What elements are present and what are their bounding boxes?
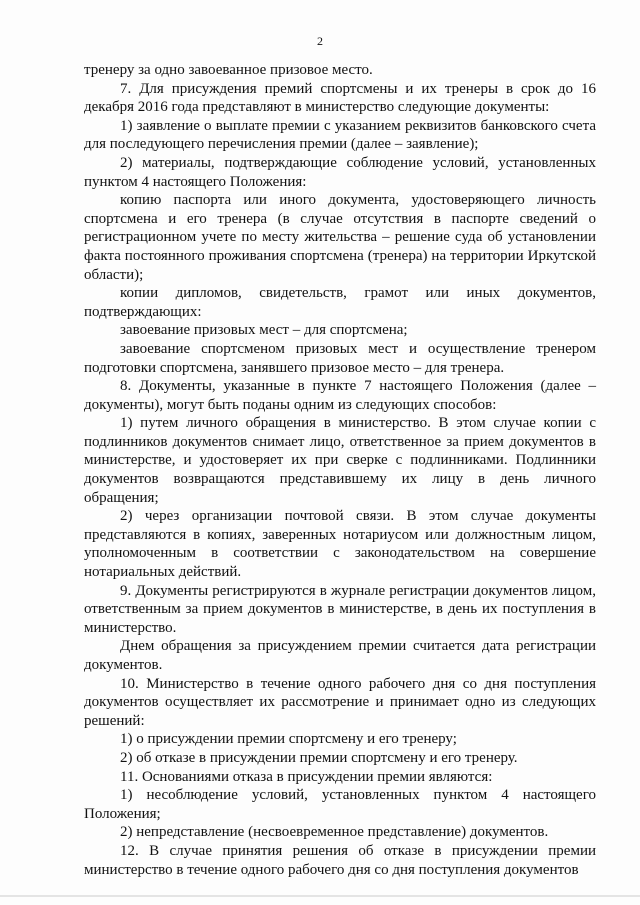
paragraph-item-7-2: 2) материалы, подтверждающие соблюдение условий, установленных пунктом 4 настоящего Положения: xyxy=(84,154,596,190)
paragraph-item-10: 10. Министерство в течение одного рабочего дня со дня поступления документов осуществляет их рассмотрение и принимает одно из следующих решений: xyxy=(84,675,596,729)
paragraph-item-7: 7. Для присуждения премий спортсмены и их тренеры в срок до 16 декабря 2016 года представляют в министерство следующие документы: xyxy=(84,80,596,116)
paragraph-item-8: 8. Документы, указанные в пункте 7 настоящего Положения (далее – документы), могут быть поданы одним из следующих способов: xyxy=(84,378,596,413)
paragraph-trainer-prizes: завоевание спортсменом призовых мест и осуществление тренером подготовки спортсмена, занявшего призовое место – для тренера. xyxy=(84,340,596,376)
paragraph-diploma-copies: копии дипломов, свидетельств, грамот или иных документов, подтверждающих: xyxy=(84,285,596,320)
page-bottom-edge xyxy=(0,895,640,897)
paragraph-item-10-2: 2) об отказе в присуждении премии спортсмену и его тренеру. xyxy=(120,749,518,766)
paragraph-item-11-2: 2) непредставление (несвоевременное представление) документов. xyxy=(120,824,549,841)
paragraph-item-11: 11. Основаниями отказа в присуждении премии являются: xyxy=(120,768,493,785)
paragraph-continuation: тренеру за одно завоеванное призовое место. xyxy=(84,62,373,78)
paragraph-athlete-prizes: завоевание призовых мест – для спортсмена; xyxy=(120,322,408,339)
paragraph-item-8-1: 1) путем личного обращения в министерство. В этом случае копии с подлинников документов снимает лицо, ответственное за прием документов в министерстве, и удостоверяет их при сверке с подлинниками. Подлинники документов возвращаются представившему их лицу в день личного обращения; xyxy=(84,415,596,506)
paragraph-item-8-2: 2) через организации почтовой связи. В этом случае документы представляются в копиях, заверенных нотариусом или должностным лицом, уполномоченным в соответствии с законодательством на совершение нотариальных действий. xyxy=(84,508,596,581)
paragraph-item-9: 9. Документы регистрируются в журнале регистрации документов лицом, ответственным за прием документов в министерстве, в день их поступления в министерство. xyxy=(84,582,596,636)
paragraph-item-11-1: 1) несоблюдение условий, установленных пунктом 4 настоящего Положения; xyxy=(84,787,596,822)
paragraph-item-7-1: 1) заявление о выплате премии с указанием реквизитов банковского счета для последующего перечисления премии (далее – заявление); xyxy=(84,117,596,153)
paragraph-item-12: 12. В случае принятия решения об отказе в присуждении премии министерство в течение одного рабочего дня со дня поступления документов xyxy=(84,842,596,878)
document-body xyxy=(84,61,596,879)
paragraph-passport-copy: копию паспорта или иного документа, удостоверяющего личность спортсмена и его тренера (в случае отсутствия в паспорте сведений о регистрационном учете по месту жительства – решение суда об установлении факта постоянного проживания спортсмена (тренера) на территории Иркутской области); xyxy=(84,192,596,283)
page-number: 2 xyxy=(317,34,323,48)
paragraph-registration-date: Днем обращения за присуждением премии считается дата регистрации документов. xyxy=(84,638,596,673)
paragraph-item-10-1: 1) о присуждении премии спортсмену и его тренеру; xyxy=(120,731,457,748)
